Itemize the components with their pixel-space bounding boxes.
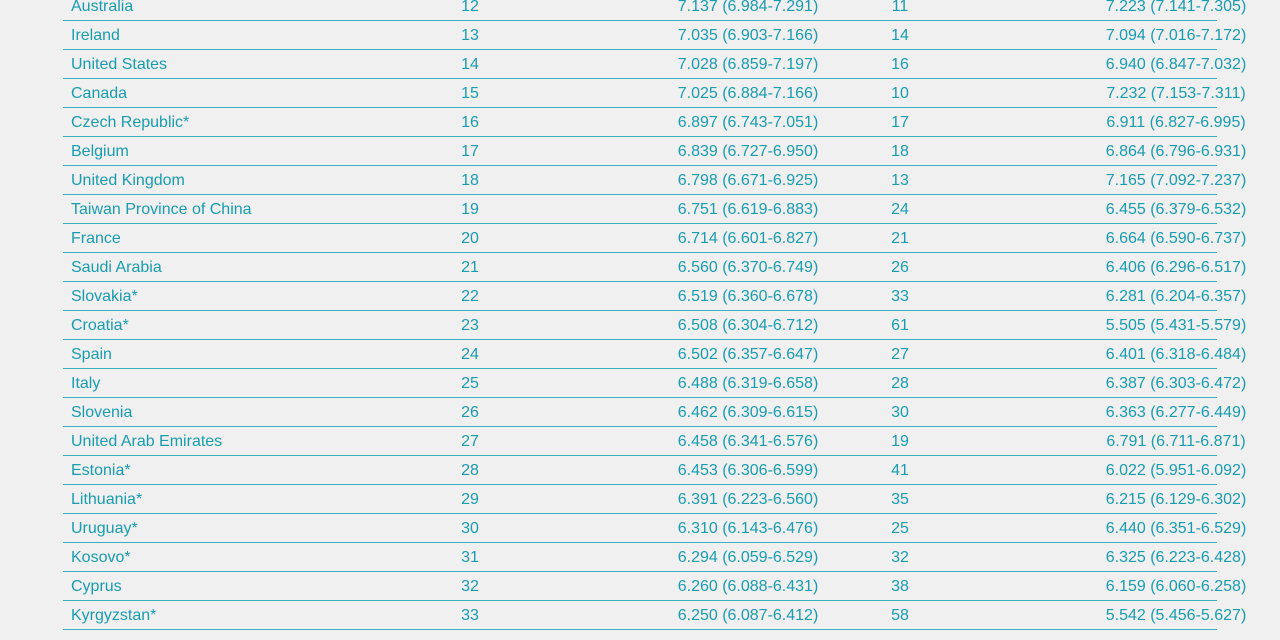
rank-cell: 21 bbox=[891, 230, 909, 247]
table-row bbox=[63, 514, 1247, 543]
rank-cell: 10 bbox=[891, 85, 909, 102]
score-cell: 6.940 (6.847-7.032) bbox=[1105, 56, 1247, 73]
score-cell: 5.505 (5.431-5.579) bbox=[1105, 317, 1247, 334]
table-row bbox=[63, 166, 1247, 195]
score-cell: 6.798 (6.671-6.925) bbox=[677, 172, 819, 189]
country-cell: Slovenia bbox=[71, 404, 133, 421]
score-cell: 7.028 (6.859-7.197) bbox=[677, 56, 819, 73]
score-cell: 6.440 (6.351-6.529) bbox=[1105, 520, 1247, 537]
country-cell: Kosovo* bbox=[71, 549, 131, 566]
rank-cell: 14 bbox=[461, 56, 479, 73]
rank-cell: 32 bbox=[891, 549, 909, 566]
rank-cell: 20 bbox=[461, 230, 479, 247]
rank-cell: 18 bbox=[891, 143, 909, 160]
score-cell: 7.223 (7.141-7.305) bbox=[1105, 0, 1247, 15]
table-row bbox=[63, 224, 1247, 253]
rank-cell: 28 bbox=[891, 375, 909, 392]
table-row bbox=[63, 21, 1247, 50]
table-row bbox=[63, 311, 1247, 340]
score-cell: 6.391 (6.223-6.560) bbox=[677, 491, 819, 508]
country-cell: United Arab Emirates bbox=[71, 433, 223, 450]
table-row bbox=[63, 543, 1247, 572]
score-cell: 7.035 (6.903-7.166) bbox=[677, 27, 819, 44]
table-row bbox=[63, 601, 1247, 630]
table-row bbox=[63, 456, 1247, 485]
score-cell: 6.455 (6.379-6.532) bbox=[1105, 201, 1247, 218]
table-row bbox=[63, 398, 1247, 427]
country-cell: Italy bbox=[71, 375, 101, 392]
rank-cell: 23 bbox=[461, 317, 479, 334]
rank-cell: 25 bbox=[891, 520, 909, 537]
table-row bbox=[63, 282, 1247, 311]
country-cell: Czech Republic* bbox=[71, 114, 190, 131]
rank-cell: 27 bbox=[891, 346, 909, 363]
country-cell: Slovakia* bbox=[71, 288, 138, 305]
score-cell: 6.519 (6.360-6.678) bbox=[677, 288, 819, 305]
rank-cell: 26 bbox=[461, 404, 479, 421]
score-cell: 6.488 (6.319-6.658) bbox=[677, 375, 819, 392]
score-cell: 7.025 (6.884-7.166) bbox=[677, 85, 819, 102]
score-cell: 7.165 (7.092-7.237) bbox=[1105, 172, 1247, 189]
rank-cell: 30 bbox=[461, 520, 479, 537]
table-row bbox=[63, 253, 1247, 282]
rank-cell: 15 bbox=[461, 85, 479, 102]
rank-cell: 12 bbox=[461, 0, 479, 15]
rank-cell: 31 bbox=[461, 549, 479, 566]
score-cell: 6.363 (6.277-6.449) bbox=[1105, 404, 1247, 421]
score-cell: 7.232 (7.153-7.311) bbox=[1106, 85, 1246, 102]
score-cell: 6.159 (6.060-6.258) bbox=[1105, 578, 1247, 595]
rank-cell: 32 bbox=[461, 578, 479, 595]
country-cell: Croatia* bbox=[71, 317, 129, 334]
rank-cell: 13 bbox=[891, 172, 909, 189]
rank-cell: 25 bbox=[461, 375, 479, 392]
country-cell: Uruguay* bbox=[71, 520, 138, 537]
country-cell: Belgium bbox=[71, 143, 129, 160]
score-cell: 6.864 (6.796-6.931) bbox=[1105, 143, 1247, 160]
table-row bbox=[63, 137, 1247, 166]
table-row bbox=[63, 79, 1246, 108]
table-row bbox=[63, 0, 1247, 21]
score-cell: 6.453 (6.306-6.599) bbox=[677, 462, 819, 479]
rank-cell: 29 bbox=[461, 491, 479, 508]
country-cell: Estonia* bbox=[71, 462, 131, 479]
rank-cell: 16 bbox=[461, 114, 479, 131]
rank-cell: 28 bbox=[461, 462, 479, 479]
score-cell: 6.310 (6.143-6.476) bbox=[677, 520, 819, 537]
rankings-table bbox=[63, 0, 1247, 630]
score-cell: 6.508 (6.304-6.712) bbox=[677, 317, 819, 334]
score-cell: 6.791 (6.711-6.871) bbox=[1106, 433, 1246, 450]
score-cell: 6.406 (6.296-6.517) bbox=[1105, 259, 1247, 276]
score-cell: 6.281 (6.204-6.357) bbox=[1105, 288, 1247, 305]
rank-cell: 24 bbox=[891, 201, 909, 218]
score-cell: 6.458 (6.341-6.576) bbox=[677, 433, 819, 450]
score-cell: 6.751 (6.619-6.883) bbox=[677, 201, 819, 218]
rank-cell: 17 bbox=[461, 143, 479, 160]
score-cell: 7.137 (6.984-7.291) bbox=[677, 0, 819, 15]
country-cell: Cyprus bbox=[71, 578, 122, 595]
score-cell: 6.294 (6.059-6.529) bbox=[677, 549, 819, 566]
rank-cell: 33 bbox=[891, 288, 909, 305]
rank-cell: 35 bbox=[891, 491, 909, 508]
table-row bbox=[63, 572, 1247, 601]
table-row bbox=[63, 427, 1246, 456]
rank-cell: 18 bbox=[461, 172, 479, 189]
score-cell: 6.839 (6.727-6.950) bbox=[677, 143, 819, 160]
score-cell: 7.094 (7.016-7.172) bbox=[1105, 27, 1247, 44]
rank-cell: 38 bbox=[891, 578, 909, 595]
rank-cell: 41 bbox=[891, 462, 909, 479]
rank-cell: 26 bbox=[891, 259, 909, 276]
rank-cell: 14 bbox=[891, 27, 909, 44]
rank-cell: 13 bbox=[461, 27, 479, 44]
rank-cell: 19 bbox=[461, 201, 479, 218]
score-cell: 6.022 (5.951-6.092) bbox=[1105, 462, 1247, 479]
score-cell: 6.462 (6.309-6.615) bbox=[677, 404, 819, 421]
table-row bbox=[63, 485, 1247, 514]
country-cell: Lithuania* bbox=[71, 491, 143, 508]
table-row bbox=[63, 369, 1247, 398]
score-cell: 6.325 (6.223-6.428) bbox=[1105, 549, 1247, 566]
score-cell: 6.897 (6.743-7.051) bbox=[677, 114, 819, 131]
score-cell: 6.911 (6.827-6.995) bbox=[1106, 114, 1246, 131]
score-cell: 6.260 (6.088-6.431) bbox=[677, 578, 819, 595]
rank-cell: 11 bbox=[891, 0, 909, 15]
score-cell: 6.560 (6.370-6.749) bbox=[677, 259, 819, 276]
rank-cell: 16 bbox=[891, 56, 909, 73]
rank-cell: 21 bbox=[461, 259, 479, 276]
score-cell: 6.401 (6.318-6.484) bbox=[1105, 346, 1247, 363]
table-row bbox=[63, 50, 1247, 79]
rank-cell: 33 bbox=[461, 607, 479, 624]
country-cell: Ireland bbox=[71, 27, 120, 44]
table-row bbox=[63, 340, 1247, 369]
rank-cell: 58 bbox=[891, 607, 909, 624]
rank-cell: 22 bbox=[461, 288, 479, 305]
score-cell: 6.664 (6.590-6.737) bbox=[1105, 230, 1247, 247]
country-cell: Taiwan Province of China bbox=[71, 201, 252, 218]
rank-cell: 61 bbox=[891, 317, 909, 334]
score-cell: 6.714 (6.601-6.827) bbox=[677, 230, 819, 247]
rank-cell: 27 bbox=[461, 433, 479, 450]
rank-cell: 19 bbox=[891, 433, 909, 450]
country-cell: United States bbox=[71, 56, 168, 73]
rank-cell: 30 bbox=[891, 404, 909, 421]
country-cell: France bbox=[71, 230, 121, 247]
score-cell: 5.542 (5.456-5.627) bbox=[1105, 607, 1247, 624]
table-row bbox=[63, 195, 1247, 224]
country-cell: Kyrgyzstan* bbox=[71, 607, 157, 624]
country-cell: Australia bbox=[71, 0, 134, 15]
table-row bbox=[63, 108, 1246, 137]
score-cell: 6.215 (6.129-6.302) bbox=[1105, 491, 1247, 508]
score-cell: 6.250 (6.087-6.412) bbox=[677, 607, 819, 624]
country-cell: Spain bbox=[71, 346, 112, 363]
score-cell: 6.387 (6.303-6.472) bbox=[1105, 375, 1247, 392]
country-cell: United Kingdom bbox=[71, 172, 185, 189]
country-cell: Canada bbox=[71, 85, 128, 102]
score-cell: 6.502 (6.357-6.647) bbox=[677, 346, 819, 363]
country-cell: Saudi Arabia bbox=[71, 259, 162, 276]
rank-cell: 17 bbox=[891, 114, 909, 131]
rank-cell: 24 bbox=[461, 346, 479, 363]
